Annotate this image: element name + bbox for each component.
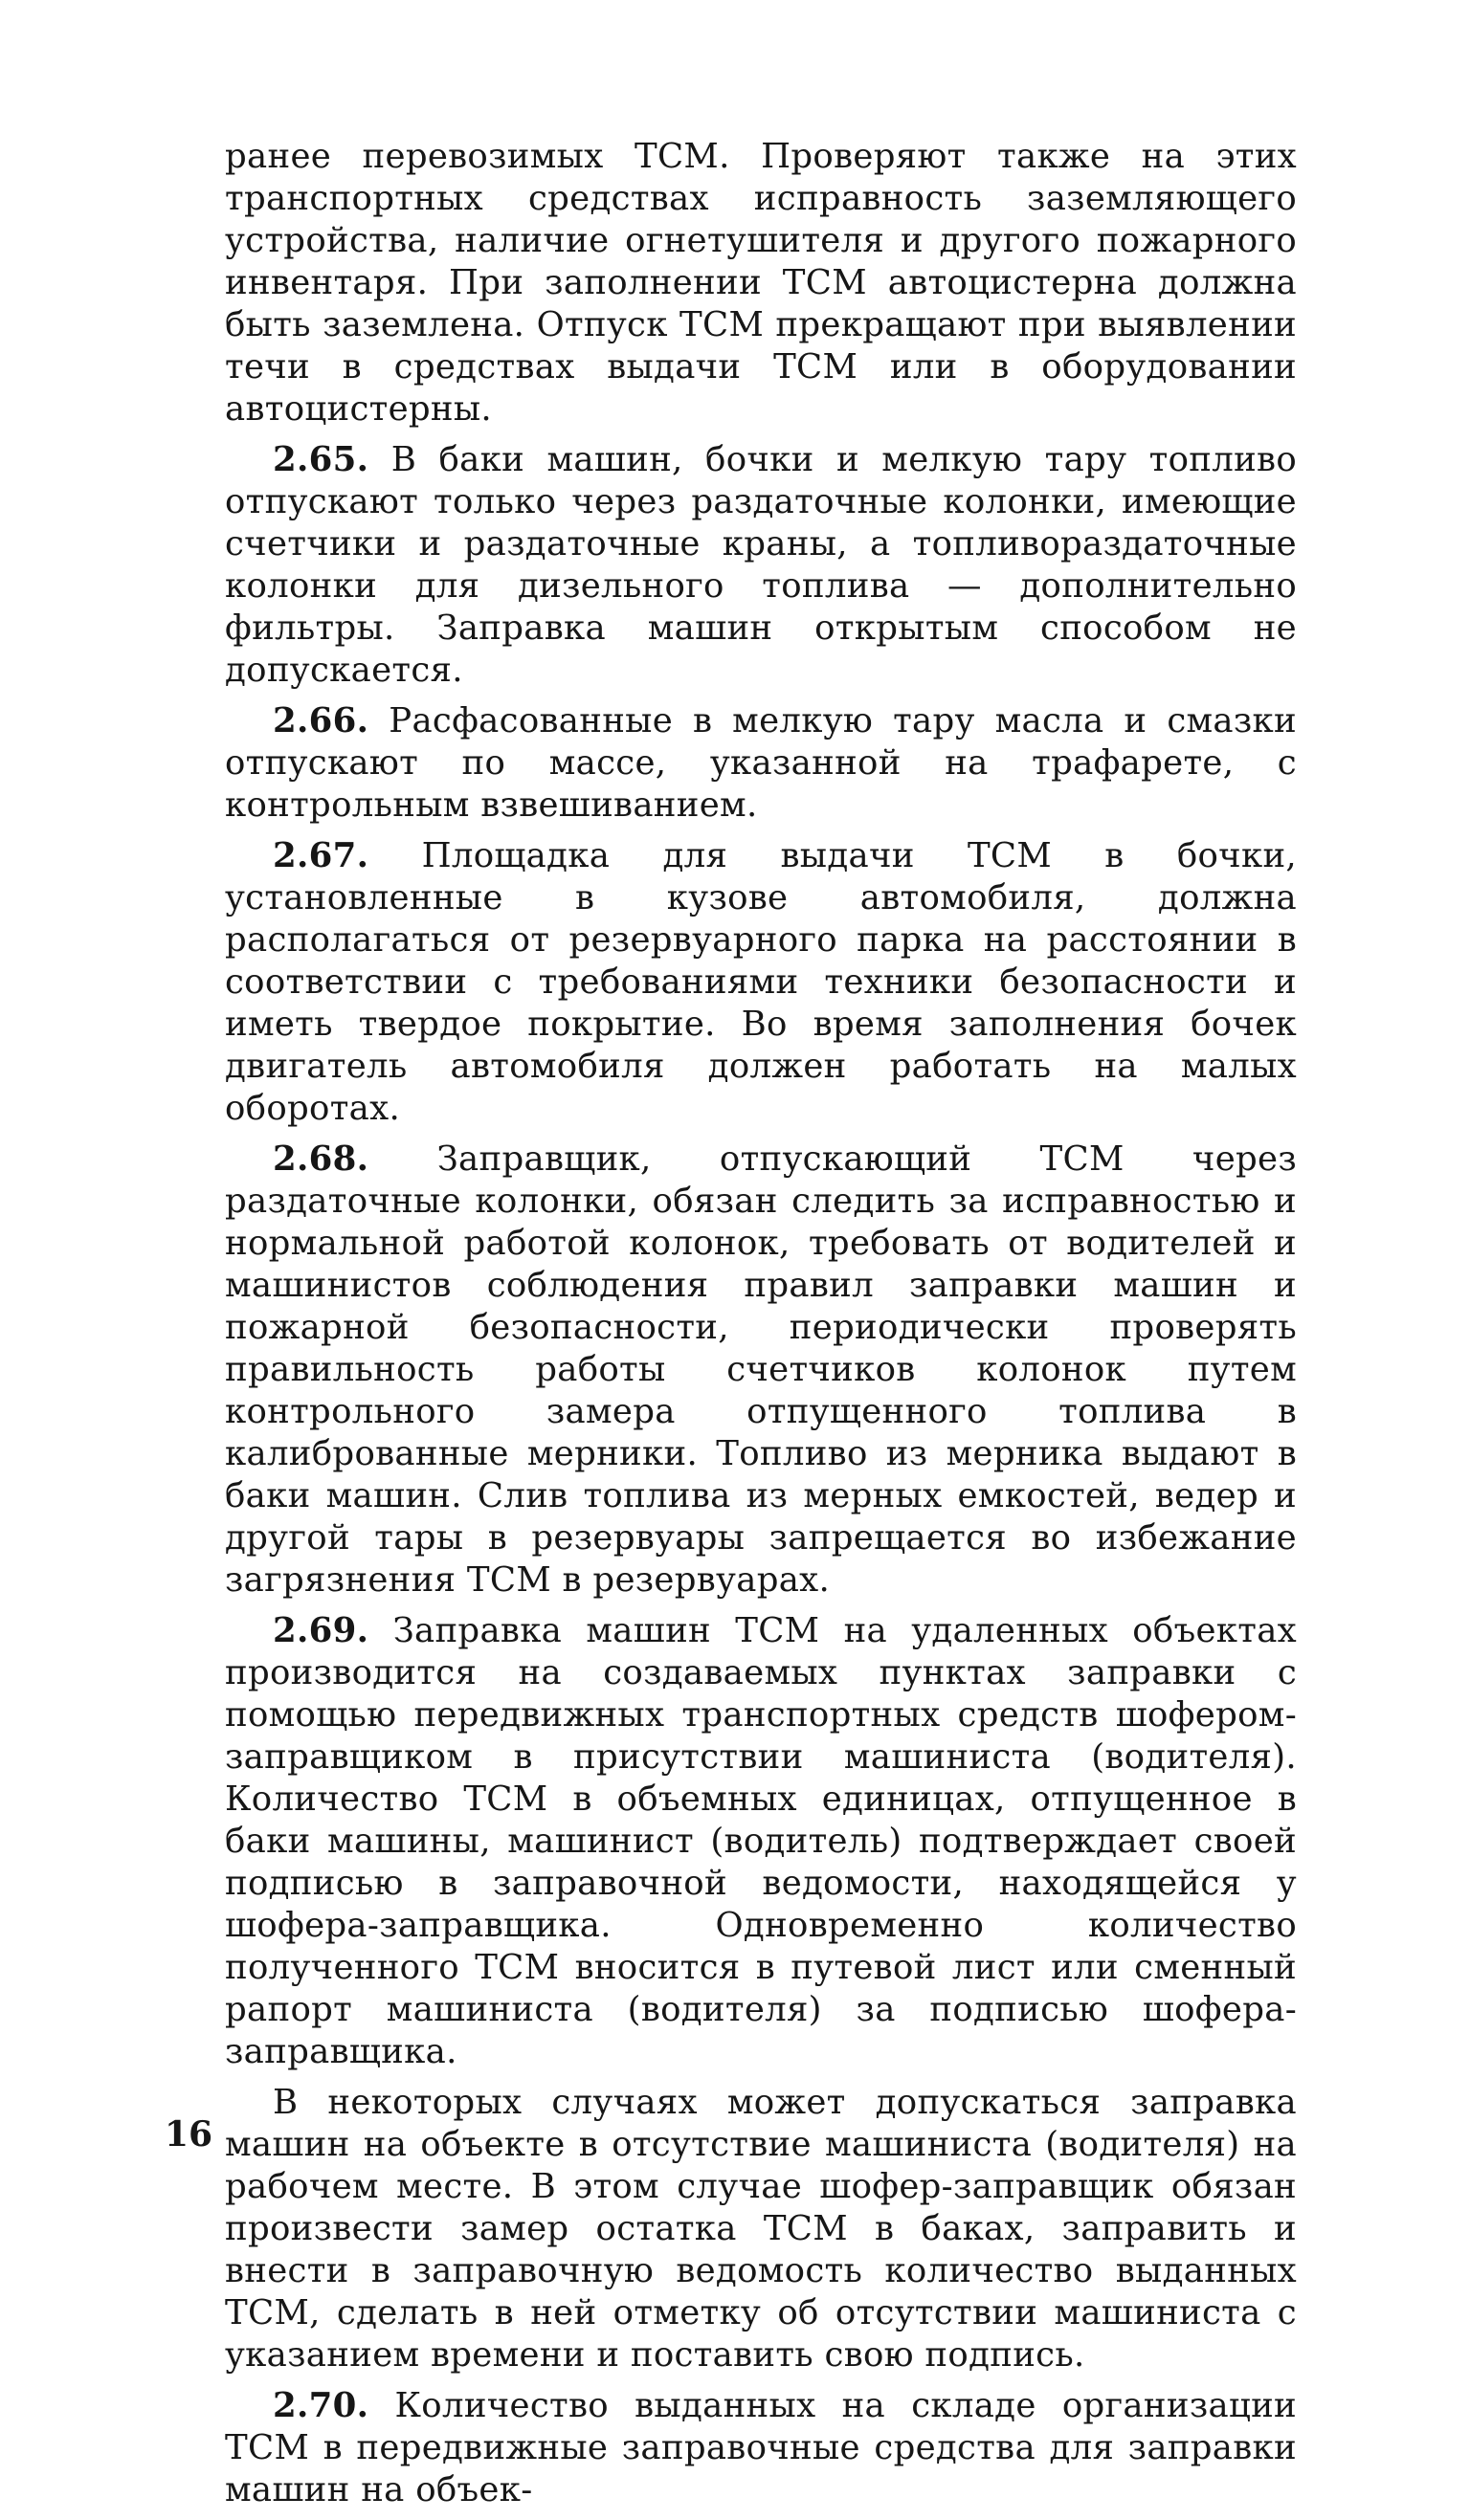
paragraph-continuation	[225, 136, 1297, 431]
paragraph-2-66	[225, 700, 1297, 827]
clause-number: 2.68.	[273, 1139, 369, 1179]
clause-number: 2.67.	[273, 836, 369, 875]
paragraph-text: Заправка машин ТСМ на удаленных объектах производится на создаваемых пунктах заправки с помощью передвижных транспортных средств шофером-заправщиком в присутствии машиниста (водителя). Количество ТСМ в объемных единицах, отпущенное в баки машины, машинист (водитель) подтверждает своей подписью в заправочной ведомости, находящейся у шофера-заправщика. Одновременно количество полученного ТСМ вносится в путевой лист или сменный рапорт машиниста (водителя) за подписью шофера-заправщика.	[225, 1611, 1297, 2071]
body-text	[225, 136, 1297, 2520]
clause-number: 2.69.	[273, 1611, 369, 1650]
paragraph-text: Количество выданных на складе организации ТСМ в передвижные заправочные средства для заправки машин на объек-	[225, 2386, 1297, 2509]
page-number: 16	[165, 2114, 213, 2155]
paragraph-2-67	[225, 835, 1297, 1130]
paragraph-text: Заправщик, отпускающий ТСМ через раздаточные колонки, обязан следить за исправностью и нормальной работой колонок, требовать от водителей и машинистов соблюдения правил заправки машин и пожарной безопасности, периодически проверять правильность работы счетчиков колонок путем контрольного замера отпущенного топлива в калиброванные мерники. Топливо из мерника выдают в баки машин. Слив топлива из мерных емкостей, ведер и другой тары в резервуары запрещается во избежание загрязнения ТСМ в резервуарах.	[225, 1139, 1297, 1600]
paragraph-text: Площадка для выдачи ТСМ в бочки, установленные в кузове автомобиля, должна располагаться от резервуарного парка на расстоянии в соответствии с требованиями техники безопасности и иметь твердое покрытие. Во время заполнения бочек двигатель автомобиля должен работать на малых оборотах.	[225, 836, 1297, 1128]
paragraph-2-68	[225, 1138, 1297, 1602]
paragraph-text: ранее перевозимых ТСМ. Проверяют также на этих транспортных средствах исправность заземляющего устройства, наличие огнетушителя и другого пожарного инвентаря. При заполнении ТСМ автоцистерна должна быть заземлена. Отпуск ТСМ прекращают при выявлении течи в средствах выдачи ТСМ или в оборудовании автоцистерны.	[225, 137, 1297, 429]
clause-number: 2.66.	[273, 701, 369, 741]
clause-number: 2.70.	[273, 2386, 369, 2425]
paragraph-2-69-continued	[225, 2082, 1297, 2376]
paragraph-text: В некоторых случаях может допускаться заправка машин на объекте в отсутствие машиниста (водителя) на рабочем месте. В этом случае шофер-заправщик обязан произвести замер остатка ТСМ в баках, заправить и внести в заправочную ведомость количество выданных ТСМ, сделать в ней отметку об отсутствии машиниста с указанием времени и поставить свою подпись.	[225, 2083, 1297, 2375]
paragraph-2-70	[225, 2385, 1297, 2511]
paragraph-2-69	[225, 1610, 1297, 2073]
clause-number: 2.65.	[273, 440, 369, 479]
paragraph-2-65	[225, 439, 1297, 692]
paragraph-text: В баки машин, бочки и мелкую тару топливо отпускают только через раздаточные колонки, имеющие счетчики и раздаточные краны, а топливораздаточные колонки для дизельного топлива — дополнительно фильтры. Заправка машин открытым способом не допускается.	[225, 440, 1297, 690]
paragraph-text: Расфасованные в мелкую тару масла и смазки отпускают по массе, указанной на трафарете, с контрольным взвешиванием.	[225, 701, 1297, 825]
